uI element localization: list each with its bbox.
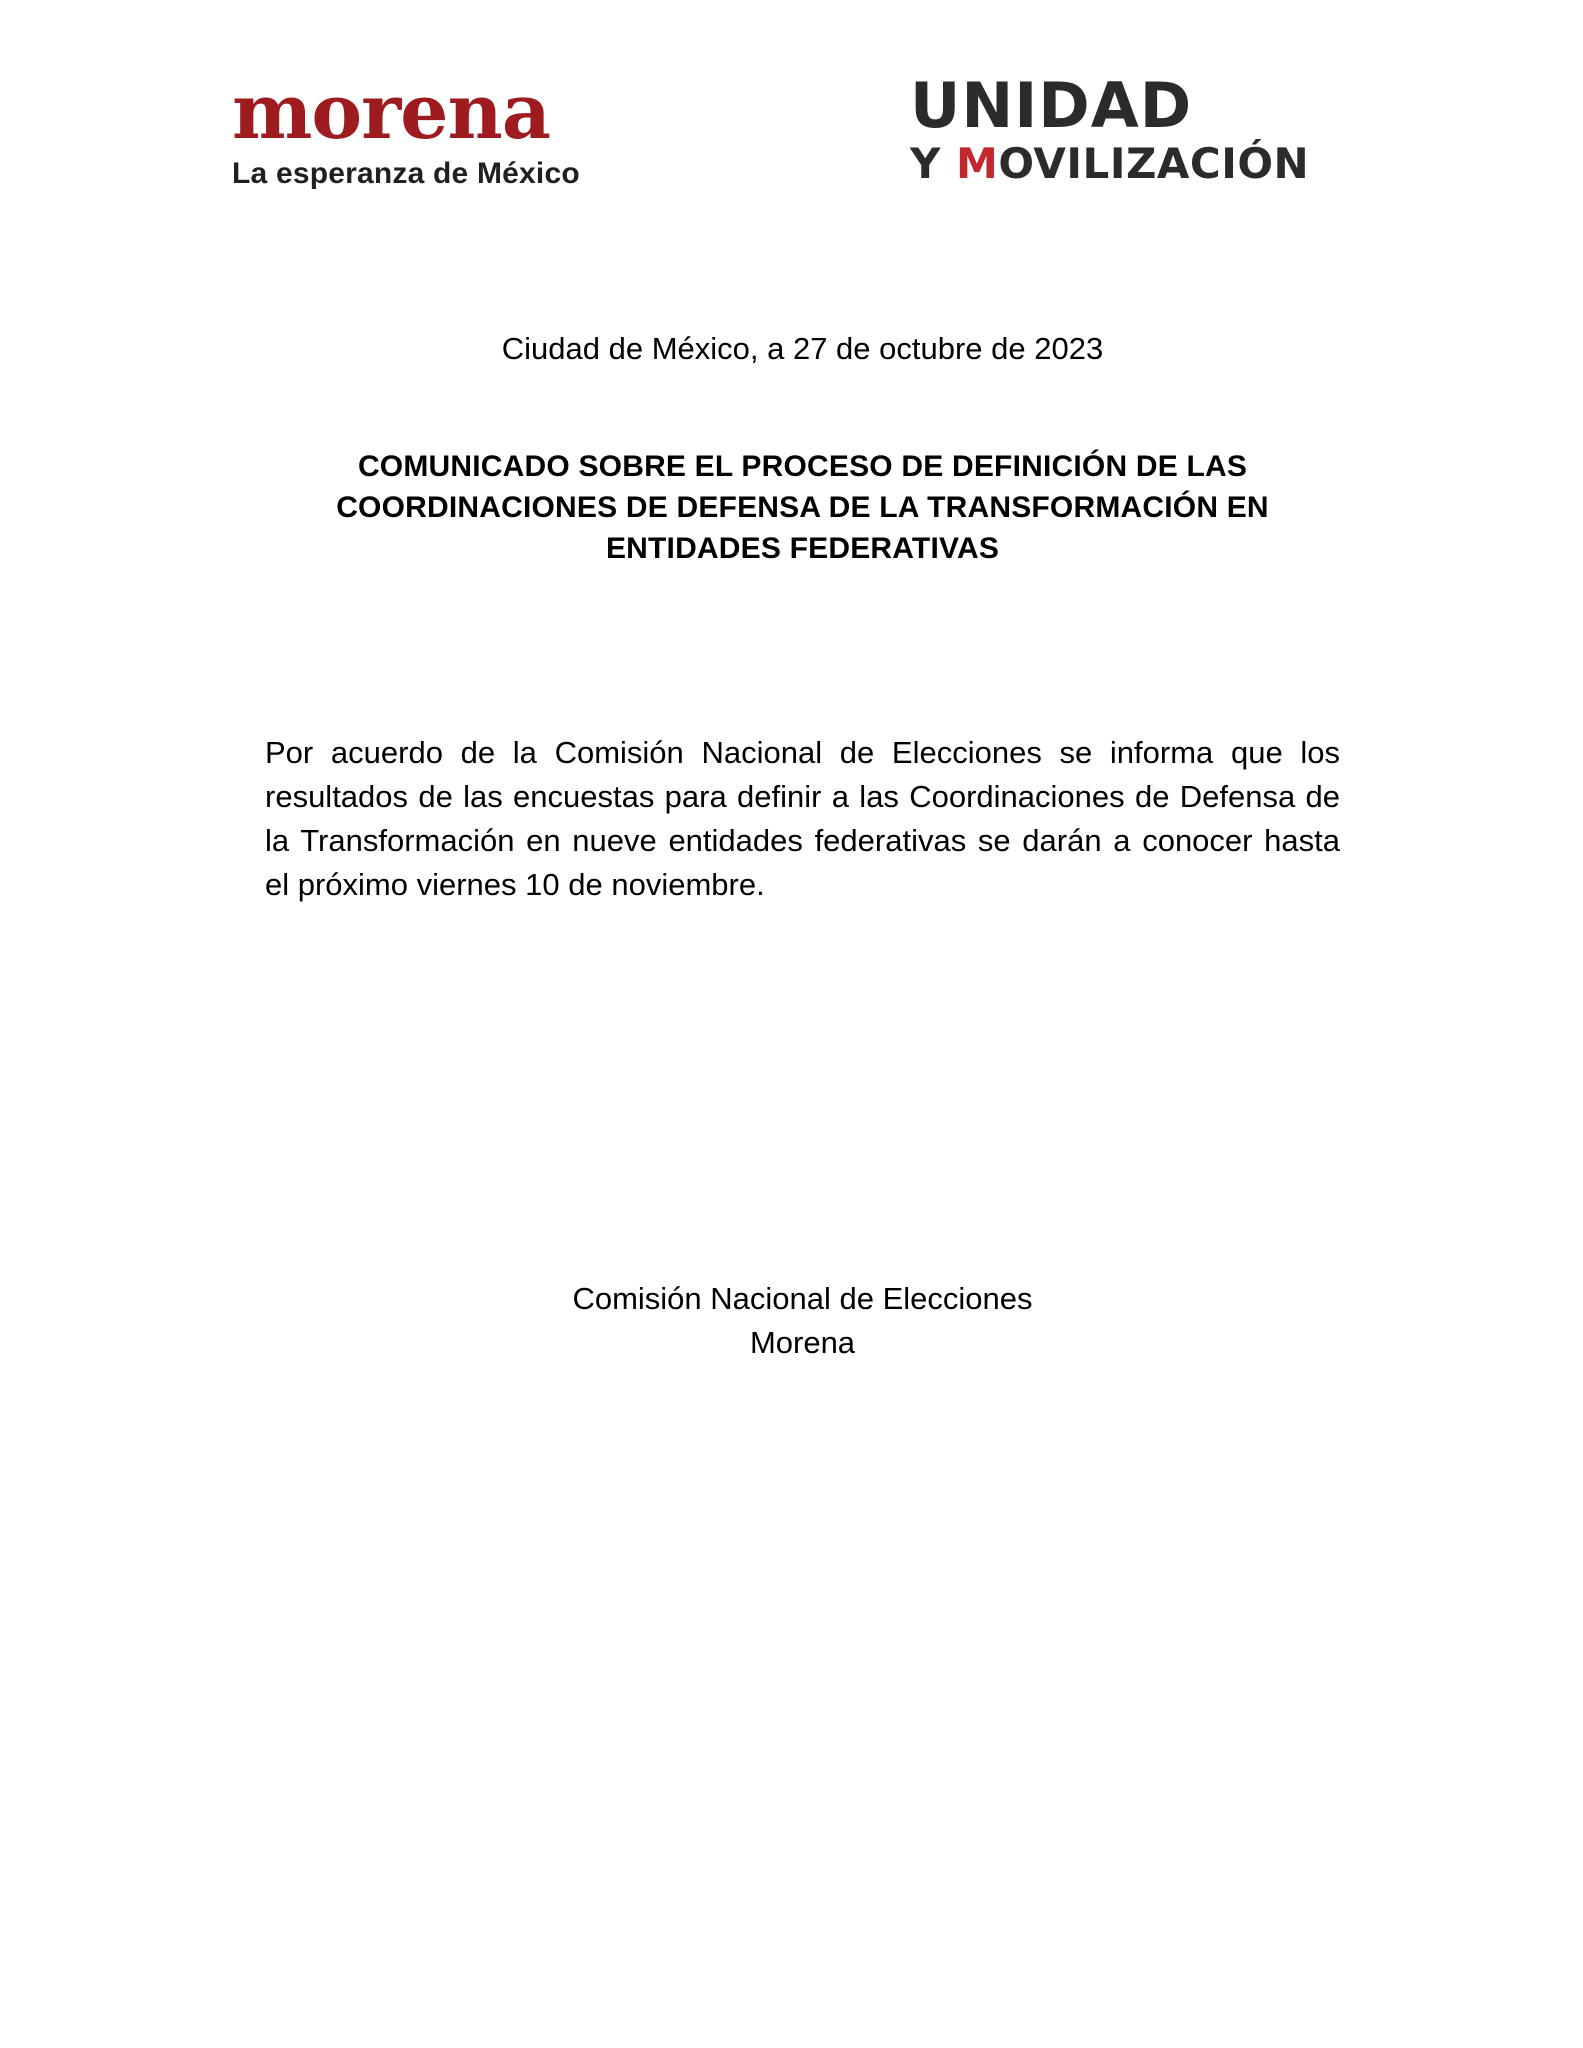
morena-wordmark: morena [232, 67, 551, 156]
movilizacion-wordmark [910, 140, 1330, 188]
unidad-wordmark: UNIDAD [910, 69, 1193, 142]
morena-tagline: La esperanza de México [232, 157, 580, 190]
document-body [265, 330, 1340, 1365]
date-line: Ciudad de México, a 27 de octubre de 2023 [501, 331, 1104, 366]
morena-logo [232, 67, 672, 192]
movilizacion-prefix: Y [910, 139, 957, 188]
unidad-y-movilizacion-logo [910, 69, 1330, 188]
signature-party: Morena [749, 1325, 856, 1360]
body-paragraph: Por acuerdo de la Comisión Nacional de Elecciones se informa que los resultados de las encuestas para definir a las Coordinaciones de Defensa de la Transformación en nueve entidades federativas se darán a conocer hasta el próximo viernes 10 de noviembre. [265, 735, 1340, 902]
movilizacion-rest: OVILIZACIÓN [998, 139, 1310, 188]
signature-block [265, 1277, 1340, 1365]
page-title: COMUNICADO SOBRE EL PROCESO DE DEFINICIÓN DE LAS COORDINACIONES DE DEFENSA DE LA TRANSFORMACIÓN EN ENTIDADES FEDERATIVAS [336, 450, 1269, 565]
document-header [0, 62, 1583, 222]
movilizacion-accent-letter: M [956, 139, 999, 188]
signature-organization: Comisión Nacional de Elecciones [572, 1281, 1033, 1316]
